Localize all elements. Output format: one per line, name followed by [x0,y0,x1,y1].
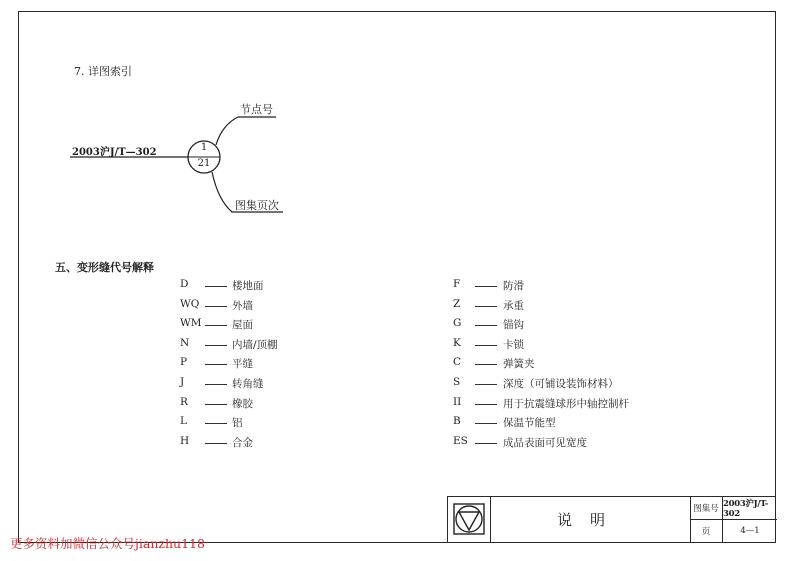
legend-description: 承重 [503,299,524,312]
legend-code: D [180,278,189,290]
title-block [447,496,776,543]
callout-denominator: 21 [197,158,211,169]
legend-description: 保温节能型 [503,417,556,430]
legend-code: G [453,317,462,330]
callout-left-label: 2003沪J/T—302 [72,147,157,158]
legend-code: ES [453,434,468,447]
legend-description: 卡锁 [503,338,524,351]
legend-code: S [453,376,461,388]
legend-dash [475,345,497,346]
callout-bottom-label: 图集页次 [235,199,279,212]
atlas-no-value: 2003沪J/T-302 [723,497,777,520]
legend-dash [205,423,227,424]
title-block-logo [448,497,491,542]
legend-description: 成品表面可见宽度 [503,436,587,449]
legend-code: H [180,434,190,447]
legend-description: 平缝 [232,358,253,371]
callout-top-leader [216,117,276,145]
legend-code: II [453,395,462,408]
legend-description: 橡胶 [232,397,253,410]
atlas-no-label: 图集号 [690,497,723,520]
legend-dash [475,325,497,326]
drawing-title: 说明 [490,497,691,542]
atlas-logo-icon [448,497,490,542]
page-label: 页 [690,520,723,542]
legend-description: 转角缝 [232,378,264,390]
legend-description: 楼地面 [232,280,264,292]
legend-description: 锚钩 [503,319,524,332]
watermark-text: 更多资料加微信公众号jianzhu118 [10,536,205,551]
legend-dash [205,384,227,385]
legend-code: C [453,356,462,369]
legend-dash [205,306,227,307]
legend-description: 屋面 [232,319,253,332]
legend-dash [205,404,227,405]
callout-numerator: 1 [200,142,208,153]
legend-description: 防滑 [503,280,524,292]
legend-code: WQ [180,297,200,310]
legend-dash [205,286,227,287]
legend-description: 内墙/顶棚 [232,338,278,351]
legend-code: B [453,415,461,428]
legend-code: Z [453,297,461,310]
legend-dash [205,345,227,346]
legend-description: 合金 [232,436,253,449]
legend-dash [475,306,497,307]
legend-dash [475,384,497,385]
legend-dash [205,325,227,326]
legend-dash [205,443,227,444]
legend-dash [475,286,497,287]
legend-dash [475,443,497,444]
legend-dash [475,364,497,365]
legend-description: 弹簧夹 [503,358,535,371]
legend-code: L [180,415,187,428]
section7-heading: 7. 详图索引 [74,65,132,78]
legend-description: 铝 [232,417,243,430]
legend-dash [475,423,497,424]
legend-dash [475,404,497,405]
legend-code: K [453,336,461,349]
legend-code: F [453,278,461,290]
legend-code: WM [180,317,202,330]
legend-code: J [180,376,185,388]
callout-top-label: 节点号 [240,103,273,116]
legend-code: R [180,395,188,408]
legend-description: 外墙 [232,299,253,312]
legend-dash [205,364,227,365]
legend-description: 用于抗震缝球形中轴控制杆 [503,397,629,410]
page-value: 4—1 [740,526,760,536]
legend-code: P [180,356,188,369]
legend-code: N [180,336,190,349]
legend-description: 深度（可铺设装饰材料） [503,378,619,390]
section5-heading: 五、变形缝代号解释 [55,261,154,274]
